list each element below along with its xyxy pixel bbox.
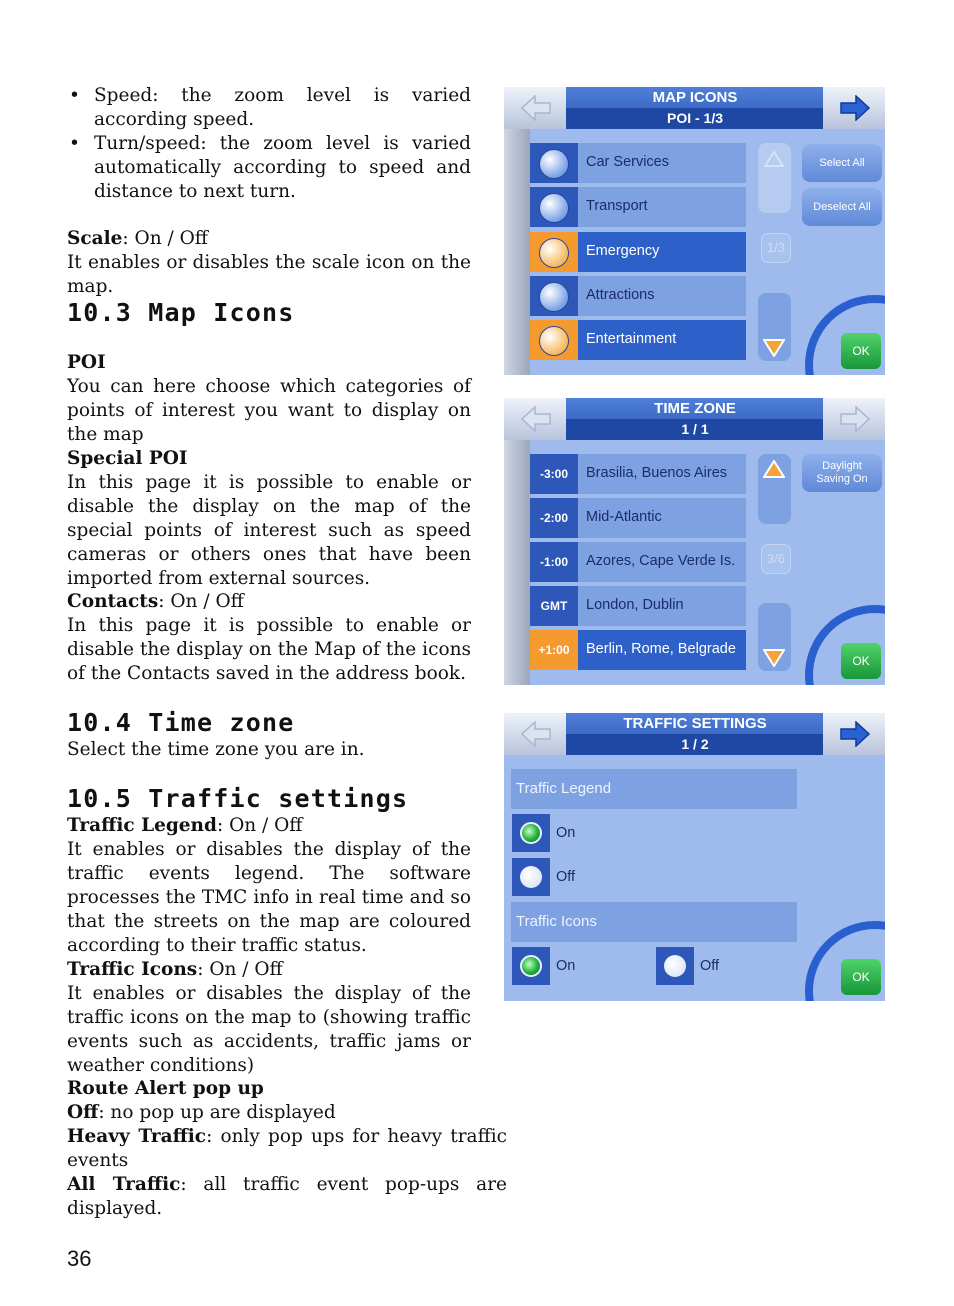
traffic-legend-section: [67, 814, 471, 958]
time-zone-row[interactable]: [530, 542, 746, 582]
poi-desc: You can here choose which categories of points of interest you want to display on the map: [67, 376, 471, 445]
time-zone-screen: [504, 398, 885, 685]
icons-off-radio[interactable]: [656, 947, 694, 985]
arrow-up-icon: [764, 151, 784, 167]
time-zone-desc: Select the time zone you are in.: [67, 739, 365, 760]
off-label: Off: [67, 1102, 99, 1123]
arrow-left-icon: [521, 406, 551, 432]
traffic-icons-value: : On / Off: [197, 959, 283, 980]
time-zone-label: Mid-Atlantic: [586, 509, 662, 525]
transport-icon: [530, 187, 578, 227]
all-traffic-label: All Traffic: [67, 1174, 181, 1195]
screen-subtitle: 1 / 1: [566, 419, 824, 440]
heading-map-icons: 10.3 Map Icons: [67, 298, 295, 327]
poi-category-row[interactable]: [530, 187, 746, 227]
special-poi-title: Special POI: [67, 448, 188, 469]
special-poi-desc: In this page it is possible to enable or disable the display on the map of the special points of interest such as speed cameras or others ones that have been imported from external sources.: [67, 472, 471, 589]
side-strip: [504, 440, 530, 685]
daylight-line2: Saving On: [816, 473, 868, 485]
poi-category-label: Entertainment: [586, 331, 677, 347]
legend-on-radio[interactable]: [512, 814, 550, 852]
icons-off-label: Off: [700, 958, 720, 974]
time-zone-label: London, Dublin: [586, 597, 684, 613]
time-offset: GMT: [530, 586, 578, 626]
traffic-icons-section: [67, 958, 471, 1078]
poi-title: POI: [67, 352, 106, 373]
turnspeed-bullet: • Turn/speed: the zoom level is varied automatically according to speed and distance to next turn.: [67, 132, 471, 204]
screen-subtitle: POI - 1/3: [566, 108, 824, 129]
time-offset: -2:00: [530, 498, 578, 538]
poi-section: [67, 351, 471, 447]
page-indicator: 1/3: [761, 233, 791, 263]
route-alert-title: Route Alert pop up: [67, 1078, 264, 1099]
legend-off-label: Off: [556, 869, 576, 885]
page-number: 36: [67, 1246, 92, 1271]
arrow-left-icon: [521, 721, 551, 747]
time-zone-row[interactable]: [530, 498, 746, 538]
traffic-icons-desc: It enables or disables the display of the traffic icons on the map to (showing traffic events such as accidents, traffic jams or weather conditions): [67, 983, 471, 1076]
time-zone-label: Brasilia, Buenos Aires: [586, 465, 728, 481]
time-zone-section: [67, 738, 471, 762]
ok-button[interactable]: OK: [841, 959, 881, 995]
map-icons-header: [504, 87, 885, 129]
time-zone-row[interactable]: [530, 454, 746, 494]
arrow-right-icon: [840, 721, 870, 747]
scale-desc: It enables or disables the scale icon on the map.: [67, 252, 471, 297]
traffic-header: [504, 713, 885, 755]
heavy-traffic-label: Heavy Traffic: [67, 1126, 207, 1147]
attractions-icon: [530, 276, 578, 316]
side-strip: [504, 129, 530, 375]
ok-button[interactable]: OK: [841, 333, 881, 369]
screen-subtitle: 1 / 2: [566, 734, 824, 755]
scale-label: Scale: [67, 228, 123, 249]
traffic-legend-header: Traffic Legend: [511, 769, 797, 809]
select-all-button[interactable]: Select All: [802, 144, 882, 182]
poi-category-row[interactable]: [530, 320, 746, 360]
time-offset: -1:00: [530, 542, 578, 582]
traffic-legend-desc: It enables or disables the display of the traffic events legend. The software processes the TMC info in real time and so that the streets on the map are coloured according to their traffic status.: [67, 839, 471, 956]
speed-bullet: • Speed: the zoom level is varied according speed.: [67, 84, 471, 132]
map-icons-screen: [504, 87, 885, 375]
back-button[interactable]: [504, 398, 566, 440]
daylight-saving-button[interactable]: [802, 454, 882, 492]
all-traffic-desc: : all traffic event pop-ups are displayed.: [67, 1174, 507, 1219]
screen-title: TRAFFIC SETTINGS: [623, 715, 767, 732]
time-zone-row[interactable]: [530, 586, 746, 626]
next-button[interactable]: [823, 713, 885, 755]
poi-category-label: Transport: [586, 198, 648, 214]
scroll-up-button[interactable]: [758, 454, 791, 524]
arrow-down-icon: [763, 649, 785, 667]
traffic-icons-header: Traffic Icons: [511, 902, 797, 942]
heading-time-zone: 10.4 Time zone: [67, 708, 295, 737]
contacts-value: : On / Off: [158, 591, 244, 612]
poi-category-row[interactable]: [530, 276, 746, 316]
next-button[interactable]: [823, 87, 885, 129]
traffic-legend-value: : On / Off: [216, 815, 303, 836]
legend-off-radio[interactable]: [512, 858, 550, 896]
car-services-icon: [530, 143, 578, 183]
emergency-icon: [530, 232, 578, 272]
time-zone-row[interactable]: [530, 630, 746, 670]
entertainment-icon: [530, 320, 578, 360]
contacts-desc: In this page it is possible to enable or disable the display on the Map of the icons of the Contacts saved in the address book.: [67, 615, 471, 684]
contacts-section: [67, 590, 471, 686]
contacts-label: Contacts: [67, 591, 159, 612]
icons-on-label: On: [556, 958, 576, 974]
poi-category-row[interactable]: [530, 143, 746, 183]
page-indicator: 3/6: [761, 544, 791, 574]
arrow-down-icon: [763, 339, 785, 357]
screen-title: TIME ZONE: [654, 400, 736, 417]
daylight-line1: Daylight: [822, 460, 862, 472]
time-offset: +1:00: [530, 630, 578, 670]
scroll-up-button[interactable]: [758, 143, 791, 213]
traffic-legend-label: Traffic Legend: [67, 815, 217, 836]
route-alert-section: [67, 1077, 507, 1221]
time-zone-label: Berlin, Rome, Belgrade: [586, 641, 736, 657]
arrow-up-icon: [763, 460, 785, 478]
back-button[interactable]: [504, 87, 566, 129]
zoom-mode-bullets: [67, 84, 471, 204]
time-offset: -3:00: [530, 454, 578, 494]
scroll-down-button[interactable]: [758, 293, 791, 361]
legend-on-label: On: [556, 825, 576, 841]
heavy-traffic-desc: : only pop ups for heavy traffic events: [67, 1126, 507, 1171]
scale-section: [67, 227, 471, 299]
ok-button[interactable]: OK: [841, 643, 881, 679]
scroll-down-button[interactable]: [758, 603, 791, 671]
arrow-left-icon: [521, 95, 551, 121]
scale-value: : On / Off: [122, 228, 208, 249]
deselect-all-button[interactable]: Deselect All: [802, 188, 882, 226]
back-button[interactable]: [504, 713, 566, 755]
poi-category-label: Attractions: [586, 287, 655, 303]
arrow-right-icon: [840, 95, 870, 121]
poi-category-label: Car Services: [586, 154, 669, 170]
off-desc: : no pop up are displayed: [98, 1102, 336, 1123]
time-zone-label: Azores, Cape Verde Is.: [586, 553, 736, 569]
traffic-icons-label: Traffic Icons: [67, 959, 198, 980]
time-zone-header: [504, 398, 885, 440]
special-poi-section: [67, 447, 471, 591]
traffic-settings-screen: [504, 713, 885, 1001]
heading-traffic-settings: 10.5 Traffic settings: [67, 784, 409, 813]
next-button[interactable]: [823, 398, 885, 440]
poi-category-row[interactable]: [530, 232, 746, 272]
poi-category-label: Emergency: [586, 243, 660, 259]
icons-on-radio[interactable]: [512, 947, 550, 985]
screen-title: MAP ICONS: [652, 89, 738, 106]
arrow-right-icon: [840, 406, 870, 432]
